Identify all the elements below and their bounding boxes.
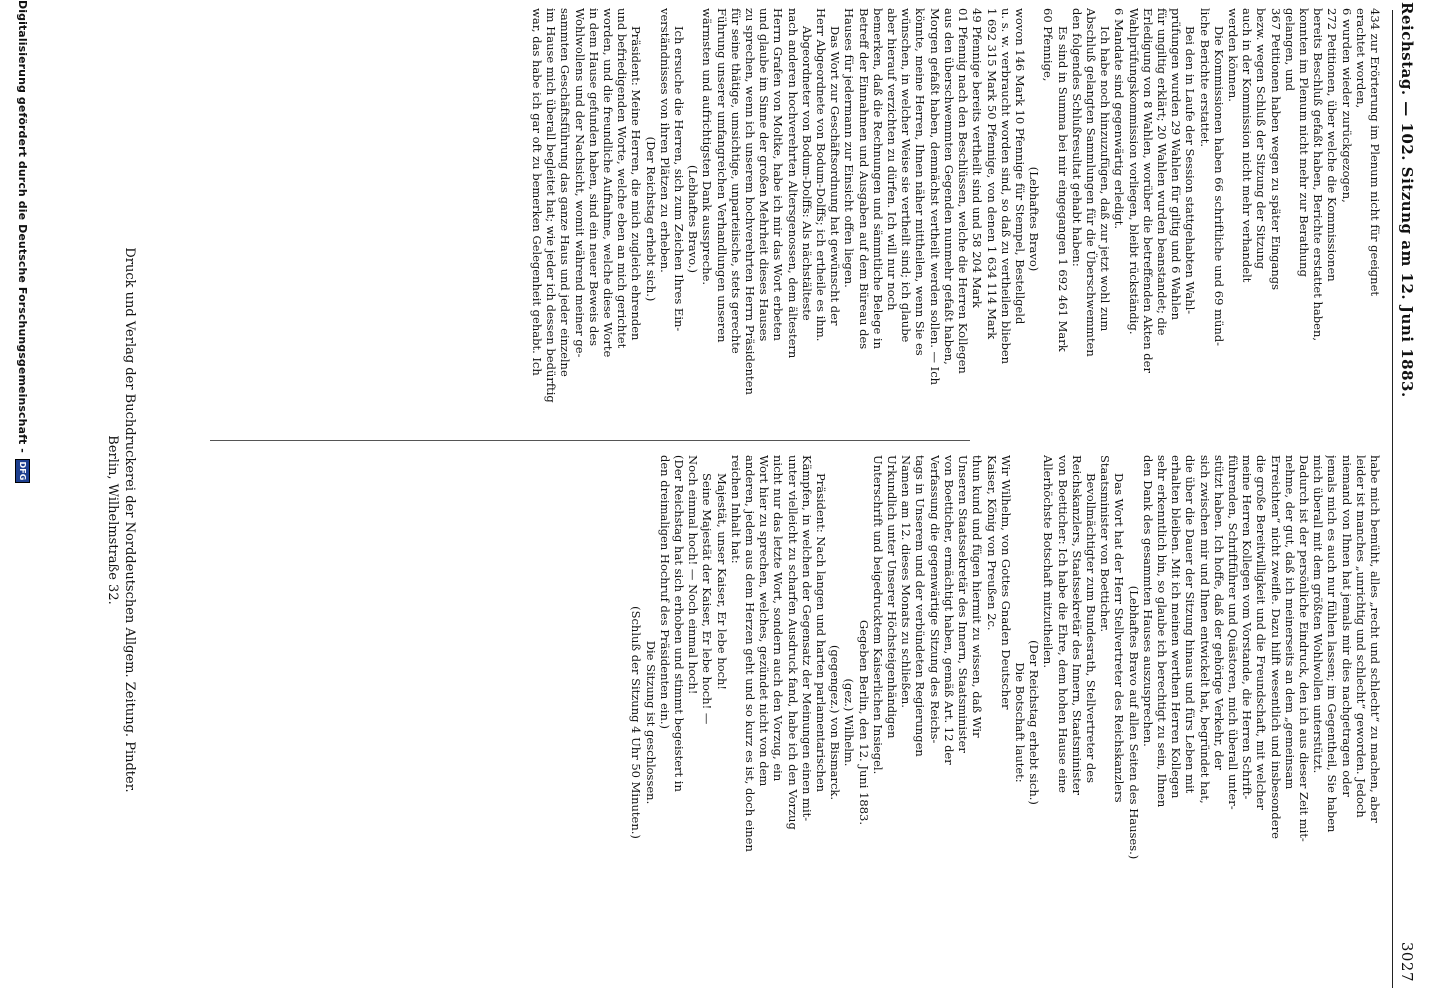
text-line: Kaiser, König von Preußen 2c. [984,455,999,631]
text-line: Ich ersuche die Herren, sich zum Zeichen Ihres Ein- [672,26,687,332]
text-line: prüfungen wurden 29 Wahlen für giltig und 6 Wahlen [1169,8,1184,321]
text-line: 49 Pfennige bereits vertheilt sind und 58 204 Mark [970,8,985,308]
running-title: Reichstag. — 102. Sitzung am 12. Juni 1883. [1398,2,1416,398]
text-line: von Boetticher: Ich habe die Ehre, dem hohen Hause eine [1055,455,1070,793]
page-header [1396,2,1418,982]
text-line: in dem Hause gefunden haben, sind ein neuer Beweis des [586,8,601,347]
text-line: nach anderen hochverehrten Altersgenossen, dem ältestern [785,8,800,359]
text-line: Staatsminister von Boetticher. [1098,455,1113,633]
text-line: (gegengez.) von Bismarck. [828,644,843,801]
text-line: Reichskanzlers, Staatssekretär des Innern, Staatsminister [1069,455,1084,796]
text-line: Hauses für jedermann zur Einsicht offen liegen. [842,8,857,288]
text-line: aber hierauf verzichten zu dürfen. Ich will nur noch [885,8,900,311]
text-line: Verfassung die gegenwärtige Sitzung des Reichs- [927,455,942,744]
dfg-logo-icon: DFG [15,459,30,483]
column-divider [210,440,970,441]
text-line: u. s. w. verbraucht worden sind, so daß zu vertheilen blieben [998,8,1013,365]
text-line: konnten im Plenum nicht mehr zur Berathung [1296,8,1311,277]
text-line: Wahlprüfungskommission vorliegen, bleibt rückständig. [1126,8,1141,335]
text-line: bemerken, daß die Rechnungen und sämmtliche Belege in [870,8,885,350]
text-line: nicht nur das letzte Wort, sondern auch den Vorzug, ein [771,455,786,782]
text-line: Betreff der Einnahmen und Ausgaben auf dem Büreau des [856,8,871,350]
text-line: für seine thätige, umsichtige, unparteiische, stets gerechte [728,8,743,354]
text-line: nehme, der gut, daß ich meinerseits an dem „gemeinsam [1282,455,1297,790]
text-line: von Boetticher, ermächtigt haben, gemäß Art. 12 der [941,455,956,765]
text-line: Das Wort zur Geschäftsordnung hat gewünscht der [828,26,843,326]
text-line: 1 692 315 Mark 50 Pfennige, von denen 1 634 114 Mark [984,8,999,340]
text-line: Wohlwollens und der Nachsicht, womit während meiner ge- [572,8,587,358]
text-line: wovon 146 Mark 10 Pfennige für Stempel, Bestellgeld [1012,8,1027,325]
text-line: auch in der Kommission nicht mehr verhandelt [1240,8,1255,283]
text-line: anderen, jedem aus dem Herzen geht und so kurz es ist, doch einen [743,455,758,852]
text-line: worden, und die freundliche Aufnahme, welche diese Worte [601,8,616,358]
text-line: Wort hier zu sprechen, welches, gezündet nicht von dem [757,455,772,787]
text-line: Bevollmächtigter zum Bundesrath, Stellvertreter des [1083,473,1098,783]
text-line: Die Sitzung ist geschlossen. [643,640,658,805]
text-line: die große Bereitwilligkeit und die Freundschaft, mit welcher [1254,455,1269,810]
text-line: tags in Unserem und der verbündeten Regierungen [913,455,928,757]
text-line: zu sprechen, wenn ich unserem hochverehrten Herrn Präsidenten [743,8,758,395]
text-line: Morgen gefaßt haben, demnächst vertheilt werden sollen. — Ich [927,8,942,386]
text-line: (Lebhaftes Bravo auf allen Seiten des Hauses.) [1126,585,1141,860]
text-line: Es sind in Summa bei mir eingegangen 1 692 461 Mark [1055,26,1070,352]
text-line: Herrn Grafen von Moltke, habe ich mir das Wort erbeten [771,8,786,341]
text-line: erachtet worden, [1353,8,1368,109]
text-line: Abschluß gelangten Sammlungen für die Überschwemmten [1083,8,1098,357]
text-line: Ich habe noch hinzuzufügen, daß zur jetzt wohl zum [1098,26,1113,332]
text-line: 01 Pfennig nach den Beschlüssen, welche die Herren Kollegen [956,8,971,374]
text-line: war, das habe ich gar oft zu bemerken Gelegenheit gehabt. Ich [530,8,545,376]
text-line: jemals mich es auch nur fühlen lassen; im Gegentheil, Sie haben [1325,455,1340,833]
text-line: Bei den in Laufe der Session stattgehabten Wahl- [1183,26,1198,315]
printer-imprint [104,150,138,890]
text-line: (Lebhaftes Bravo) [1027,166,1042,272]
text-line: Herr Abgeordnete von Bodum-Dolffs; ich ertheile es ihm. [814,8,829,342]
text-line: Erledigung von 8 Wahlen, worüber die betreffenden Akten der [1140,8,1155,373]
left-column [629,455,1382,990]
text-line: gelangen, und [1282,8,1297,92]
text-line: (Der Reichstag erhebt sich.) [1027,640,1042,805]
text-line: (Schluß der Sitzung 4 Uhr 50 Minuten.) [629,606,644,839]
text-line: 6 wurden wieder zurückgezogen, [1339,8,1354,203]
text-line: Die Botschaft lautet: [1012,662,1027,783]
text-line: führenden, Schriftführer und Quästoren, mich überall unter- [1225,455,1240,810]
text-line: Präsident: Meine Herren, die mich zugleich ehrenden [629,26,644,341]
text-line: den Dank des gesammten Hauses auszusprechen. [1140,455,1155,747]
text-line: und glaube im Sinne der großen Mehrheit dieses Hauses [757,8,772,342]
text-line: Abgeordneter von Bodum-Dolffs: Als nächstälteste [799,26,814,321]
text-line: Majestät, unser Kaiser, Er lebe hoch! [714,473,729,691]
text-line: reichen Inhalt hat: [728,455,743,564]
text-line: liche Berichte erstattet. [1197,8,1212,148]
text-line: Das Wort hat der Herr Stellvertreter des Reichskanzlers [1112,473,1127,803]
text-line: für ungiltig erklärt; 20 Wahlen wurden beanstandet; die [1154,8,1169,336]
text-line: Kämpfen, in welchen der Gegensatz der Meinungen einen mit- [799,455,814,822]
text-line: bereits Beschluß gefaßt haben, Berichte erstattet haben, [1311,8,1326,342]
text-line: verständnisses von ihren Plätzen zu erheben. [657,8,672,273]
text-line: 434 zur Erörterung im Plenum nicht für geeignet [1368,8,1382,296]
text-line: Allerhöchste Botschaft mitzutheilen. [1041,455,1056,668]
text-line: (Der Reichstag hat sich erhoben und stimmt begeistert in [672,455,687,792]
text-line: thun kund und fügen hiermit zu wissen, daß Wir [970,455,985,738]
text-line: sehr erkenntlich bin, so glaube ich berechtigt zu sein, Ihnen [1154,455,1169,808]
digitization-text: Digitalisierung gefördert durch die Deutsche Forschungsgemeinschaft - [16,0,29,453]
text-line: im Hause mich überall begleitet hat; wie jeder ich dessen bedürftig [544,8,559,403]
text-line: stützt haben. Ich hoffe, daß der gehörige Verkehr, der [1211,455,1226,771]
text-line: Unterschrift und beigedrucktem Kaiserlichen Insiegel. [870,455,885,775]
header-rule [1392,10,1393,988]
imprint-line: Druck und Verlag der Buchdruckerei der Norddeutschen Allgem. Zeitung. Pindter. [122,247,137,793]
text-line: 60 Pfennige, [1041,8,1056,82]
text-line: leider ist manches „unrichtig und schlecht“ geworden. Jedoch [1353,455,1368,818]
text-line: meine Herren Kollegen vom Vorstande, die Herren Schrift- [1240,455,1255,800]
text-line: sich zwischen mir und Ihnen entwickelt hat, begründet hat, [1197,455,1212,804]
text-line: (gez.) Wilhelm. [842,678,857,767]
text-line: den folgendes Schlußresultat gehabt haben: [1069,8,1084,267]
imprint-line: Berlin, Wilhelmstraße 32. [105,435,120,605]
text-line: 272 Petitionen, über welche die Kommissionen [1325,8,1340,282]
text-line: (Der Reichstag erhebt sich.) [643,136,658,302]
text-line: Präsident: Nach langen und harten parlamentarischen [814,473,829,793]
text-line: Gegeben Berlin, den 12. Juni 1883. [856,619,871,826]
text-line: Dadurch ist der persönliche Eindruck, den ich aus dieser Zeit mit- [1296,455,1311,842]
text-line: bezw. wegen Schluß der Sitzung der Sitzung [1254,8,1269,270]
text-line: unter vielleicht zu scharfen Ausdruck fand, habe ich den Vorzug [785,455,800,830]
text-line: aus den überschwemmten Gegenden nunmehr gefaßt haben, [941,8,956,365]
text-line: mich überall mit dem größten Wohlwollen unterstützt. [1311,455,1326,774]
text-line: (Lebhaftes Bravo.) [686,165,701,273]
text-line: Seine Majestät der Kaiser, Er lebe hoch! — [700,473,715,725]
text-line: Namen am 12. dieses Monats zu schließen. [899,455,914,708]
right-column [530,8,1382,430]
text-line: könnte, meine Herren, Ihnen näher mittheilen, wenn Sie es [913,8,928,356]
text-line: wünschen, in welcher Weise sie vertheilt sind; ich glaube [899,8,914,343]
text-line: die über die Dauer der Sitzung hinaus und fürs Leben mit [1183,455,1198,794]
text-line: niemand von Ihnen hat jemals mir dies nachgetragen oder [1339,455,1354,797]
text-line: 367 Petitionen haben wegen zu später Eingangs [1268,8,1283,290]
text-line: Wir Wilhelm, von Gottes Gnaden Deutscher [998,455,1013,710]
text-line: Die Kommissionen haben 66 schriftliche und 69 münd- [1211,26,1226,347]
text-line: Noch einmal hoch! — Noch einmal hoch! [686,455,701,695]
text-line: Unseren Staatssekretär des Innern, Staatsminister [956,455,971,753]
text-line: erhalten bleiben. Mit ich meinen werthen Herren Kollegen [1169,455,1184,799]
text-line: und befriedigenden Worte, welche eben an mich gerichtet [615,8,630,349]
text-line: 6 Mandate sind gegenwärtig erledigt. [1112,8,1127,230]
page-number: 3027 [1398,941,1416,982]
text-line: Erreichten“ nicht zweifle. Dazu hilft wesentlich und insbesondere [1268,455,1283,839]
text-line: wärmsten und aufrichtigsten Dank ausspreche. [700,8,715,286]
digitization-note [15,0,30,990]
text-line: werden können. [1225,8,1240,102]
text-line: sammten Geschäftsführung das ganze Haus und jeder einzelne [558,8,573,377]
text-line: den dreimaligen Hochruf des Präsidenten ein.) [657,455,672,730]
text-line: habe mich bemüht, alles „recht und schlecht“ zu machen, aber [1368,455,1382,823]
text-line: Führung unserer umfangreichen Verhandlungen unseren [714,8,729,343]
text-line: Urkundlich unter Unserer Höchsteigenhändigen [885,455,900,739]
